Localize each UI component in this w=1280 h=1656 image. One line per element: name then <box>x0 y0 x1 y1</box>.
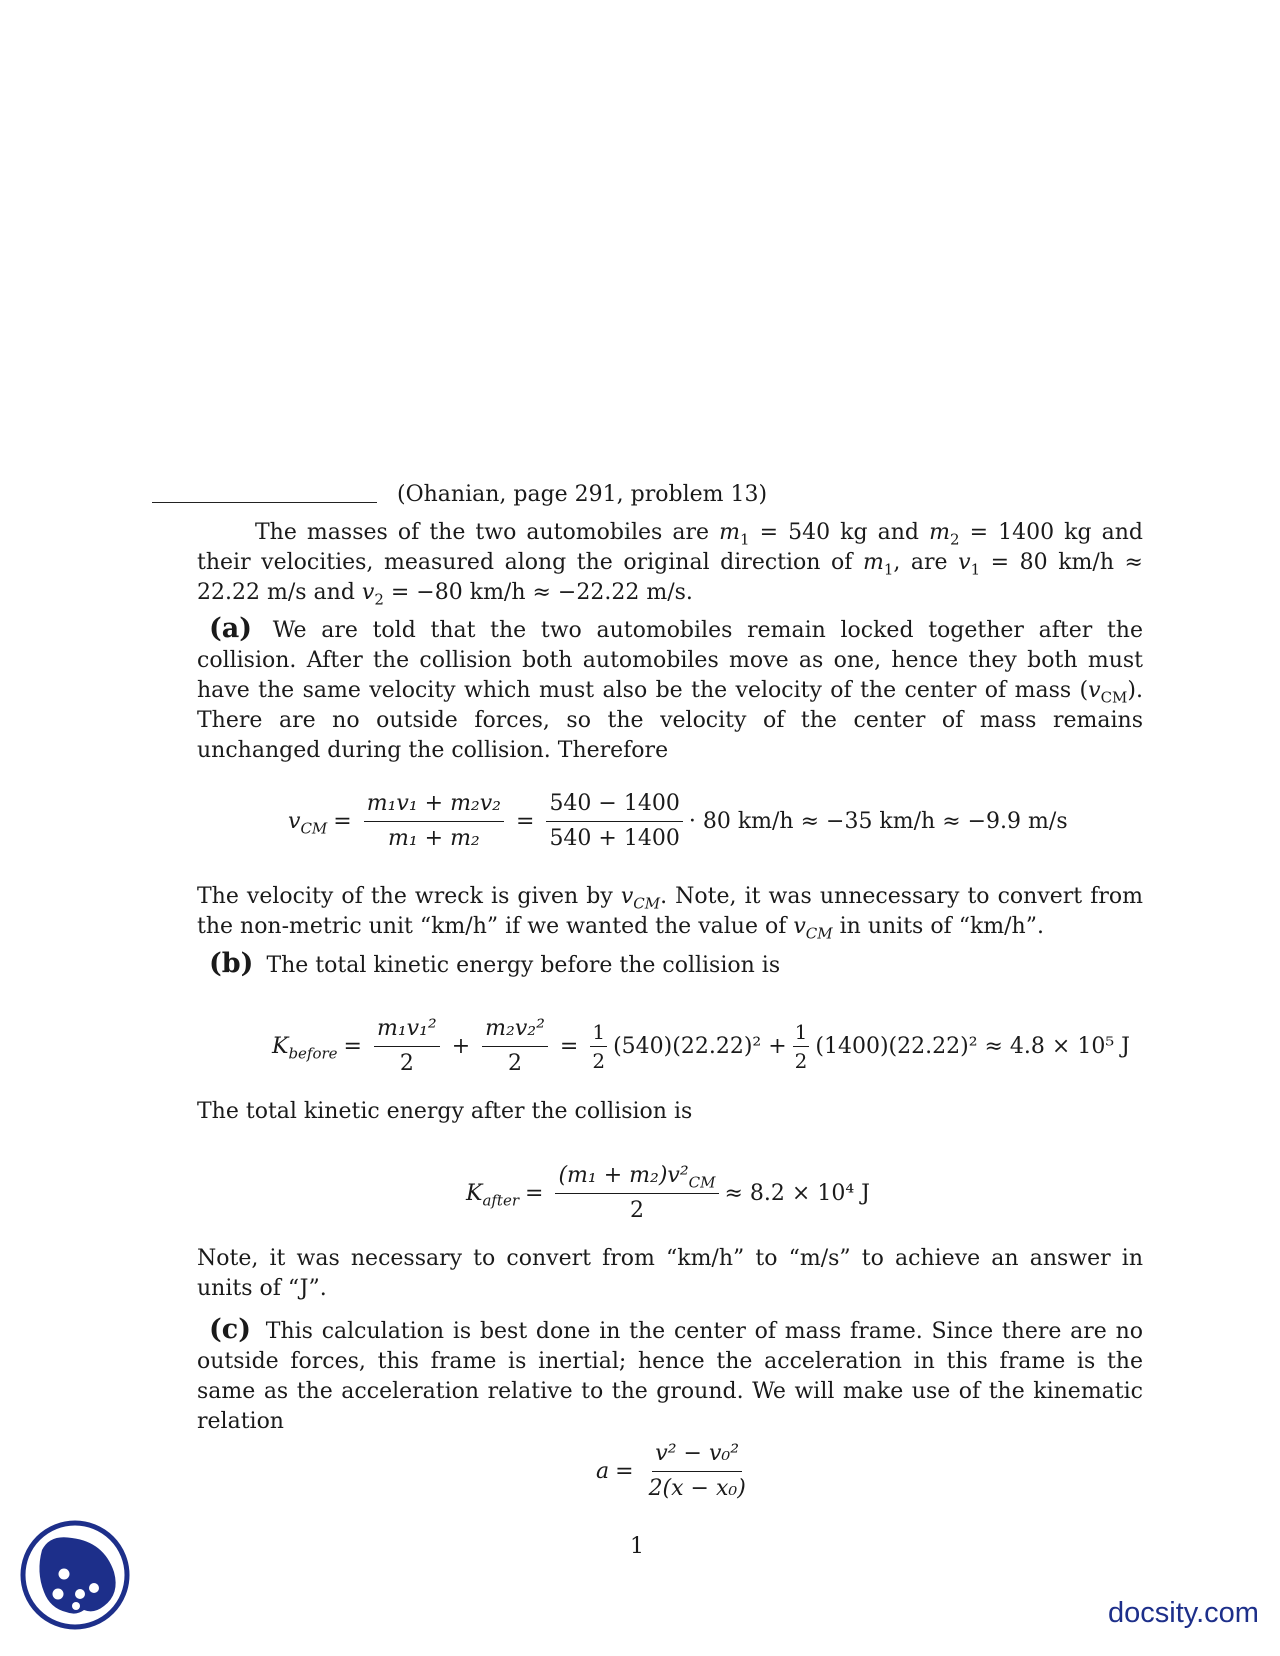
wreck-velocity-paragraph: The velocity of the wreck is given by $v_{CM}$. Note, it was unnecessary to convert from the non-metric unit “km/h” if we wanted the value of $v_{CM}$ in units of “km/h”. <box>197 884 1143 943</box>
part-c-label: (c) <box>209 1314 251 1345</box>
kinetic-after-intro: The total kinetic energy after the collision is <box>197 1099 693 1124</box>
units-note: Note, it was necessary to convert from “km/h” to “m/s” to achieve an answer in units of “J”. <box>197 1246 1143 1301</box>
equation-k-after: $K_{after}$ = $\frac{(m_1 + m_2)v^2_{CM}}{2}$ ≈ 8.2 × 10⁴ J <box>466 1163 870 1223</box>
footnote-rule <box>152 502 377 503</box>
brand-watermark[interactable]: docsity.com <box>1108 1597 1259 1629</box>
page-number: 1 <box>630 1534 644 1559</box>
part-a-label: (a) <box>209 613 253 644</box>
docsity-logo-icon <box>20 1520 130 1630</box>
problem-source: (Ohanian, page 291, problem 13) <box>397 482 768 507</box>
intro-paragraph: The masses of the two automobiles are $m_1 = 540$ kg and $m_2 = 1400$ kg and their velocities, measured along the original direction of $m_1$, are $v_1 = 80$ km/h ≈ 22.22 m/s and $v_2 = -80$ km/h ≈ −22.22 m/s. <box>197 520 1143 609</box>
equation-vcm: $v_{CM}$ = $\frac{\text{m₁v₁ + m₂v₂}}{\text{m₁ + m₂}}$ = $\frac{540 - 1400}{540 + 1400}$ · 80 km/h ≈ −35 km/h ≈ −9.9 m/s <box>288 791 1068 851</box>
part-b-label: (b) <box>209 948 254 979</box>
equation-k-before: $K_{before}$ = $\frac{\text{m₁v₁²}}{2}$ + $\frac{\text{m₂v₂²}}{2}$ = $\frac{1}{2}$ (540)(22.22)² + $\frac{1}{2}$ (1400)(22.22)² ≈ 4.8 × 10⁵ J <box>272 1016 1130 1076</box>
part-a-paragraph: (a) We are told that the two automobiles remain locked together after the collision. After the collision both automobiles move as one, hence they both must have the same velocity which must also be the velocity of the center of mass $(v_{CM})$. There are no outside forces, so the velocity of the center of mass remains unchanged during the collision. Therefore <box>197 613 1143 763</box>
equation-acceleration: a = $\frac{\text{v² − v₀²}}{\text{2(x − x₀)}}$ <box>596 1441 746 1501</box>
part-b-paragraph: (b) The total kinetic energy before the collision is <box>209 948 781 979</box>
part-c-paragraph: (c) This calculation is best done in the center of mass frame. Since there are no outside forces, this frame is inertial; hence the acceleration in this frame is the same as the acceleration relative to the ground. We will make use of the kinematic relation <box>197 1314 1143 1434</box>
